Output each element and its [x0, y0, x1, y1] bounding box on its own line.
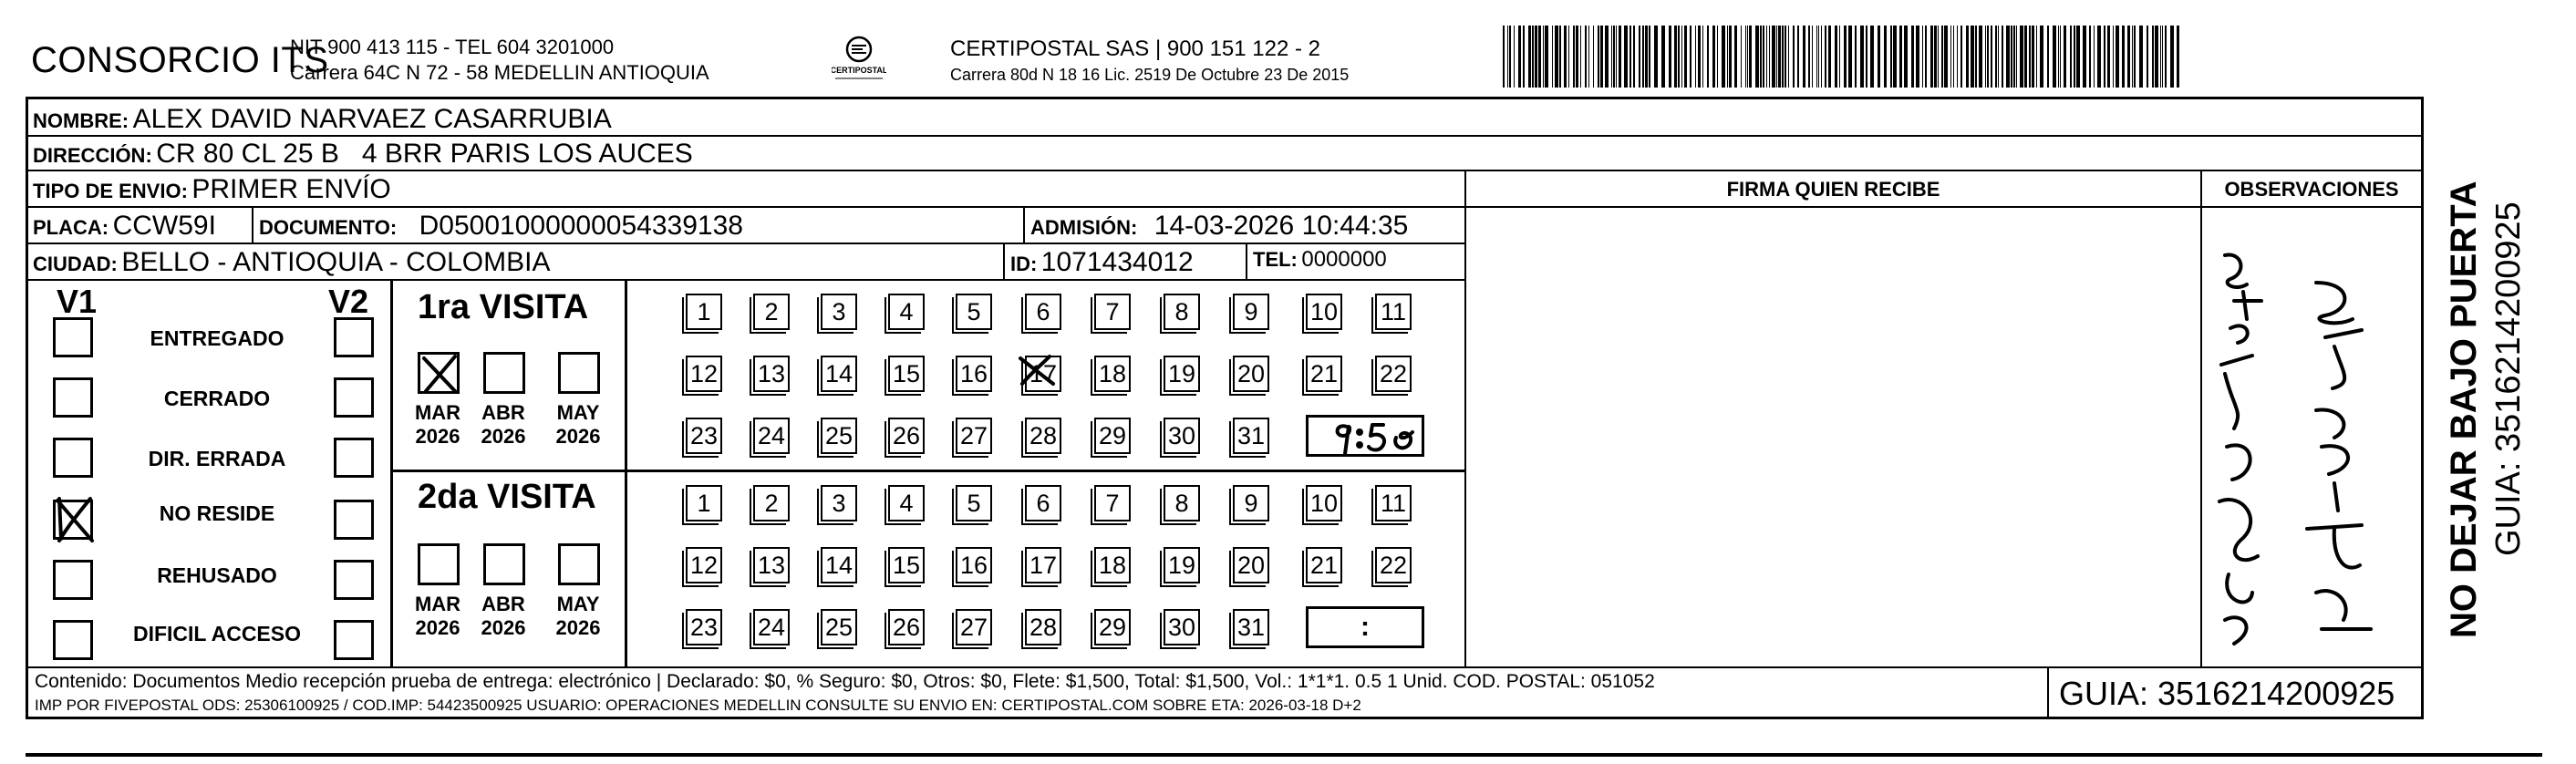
barcode-bar: [2097, 26, 2101, 88]
barcode-bar: [1893, 26, 1897, 88]
calendar-day[interactable]: 1: [686, 485, 722, 521]
calendar-day[interactable]: 26: [888, 418, 925, 454]
logo-text: CERTIPOSTAL: [832, 66, 886, 75]
barcode-bar: [1782, 26, 1784, 88]
barcode-bar: [1600, 26, 1603, 88]
barcode-bar: [1518, 26, 1521, 88]
barcode-bar: [2032, 26, 2034, 88]
barcode-bar: [1953, 26, 1954, 88]
calendar-day[interactable]: 15: [888, 356, 925, 392]
barcode-bar: [2104, 26, 2105, 88]
firma-header: FIRMA QUIEN RECIBE: [1726, 178, 1940, 201]
ciudad-value: BELLO - ANTIOQUIA - COLOMBIA: [121, 247, 551, 277]
calendar-day[interactable]: 29: [1094, 609, 1131, 645]
status-v2-checkbox[interactable]: [334, 500, 374, 540]
barcode-bar: [1613, 26, 1615, 88]
calendar-day[interactable]: 19: [1164, 356, 1200, 392]
barcode-bar: [1855, 26, 1857, 88]
company-address: Carrera 64C N 72 - 58 MEDELLIN ANTIOQUIA: [290, 61, 709, 84]
barcode-bar: [1532, 26, 1534, 88]
status-v2-checkbox[interactable]: [334, 620, 374, 660]
calendar-day[interactable]: 14: [821, 356, 857, 392]
month-label: ABR 2026: [481, 593, 526, 639]
calendar-day[interactable]: 31: [1233, 609, 1269, 645]
barcode-bar: [1593, 26, 1594, 88]
barcode-bar: [1966, 26, 1969, 88]
id-value: 1071434012: [1040, 247, 1194, 277]
barcode-bar: [1971, 26, 1974, 88]
status-v1-checkbox[interactable]: [53, 620, 93, 660]
calendar-day[interactable]: 22: [1375, 356, 1412, 392]
status-label: NO RESIDE: [159, 501, 275, 525]
barcode-bar: [1844, 26, 1847, 88]
calendar-day[interactable]: 23: [686, 609, 722, 645]
barcode-bar: [2122, 26, 2125, 88]
barcode-bar: [1766, 26, 1767, 88]
calendar-day[interactable]: 4: [888, 294, 925, 330]
barcode: [1503, 26, 2187, 88]
calendar-day[interactable]: 26: [888, 609, 925, 645]
calendar-day[interactable]: 23: [686, 418, 722, 454]
barcode-bar: [2070, 26, 2072, 88]
barcode-bar: [1821, 26, 1822, 88]
calendar-day[interactable]: 7: [1094, 294, 1131, 330]
footer-guia: GUIA: 3516214200925: [2059, 675, 2395, 712]
calendar-day[interactable]: 9: [1233, 294, 1269, 330]
calendar-day[interactable]: 8: [1164, 485, 1200, 521]
barcode-bar: [1818, 26, 1819, 88]
calendar-day[interactable]: 11: [1375, 485, 1412, 521]
calendar-day[interactable]: 1: [686, 294, 722, 330]
ciudad-label: CIUDAD:: [33, 253, 118, 275]
barcode-bar: [2152, 26, 2154, 88]
visit1-title: 1ra VISITA: [418, 288, 589, 326]
barcode-bar: [2020, 26, 2023, 88]
barcode-bar: [1985, 26, 1986, 88]
status-v2-checkbox[interactable]: [334, 317, 374, 357]
no-dejar-warning: NO DEJAR BAJO PUERTA: [2444, 181, 2484, 638]
status-v1-checkbox[interactable]: [53, 500, 93, 540]
barcode-bar: [2006, 26, 2010, 88]
calendar-day[interactable]: 2: [753, 294, 790, 330]
visit1-time-handwriting: [1309, 418, 1427, 459]
calendar-day[interactable]: 3: [821, 294, 857, 330]
barcode-bar: [2162, 26, 2163, 88]
barcode-bar: [2094, 26, 2095, 88]
barcode-bar: [2002, 26, 2003, 88]
barcode-bar: [2040, 26, 2043, 88]
month-label: MAR 2026: [414, 593, 461, 639]
barcode-bar: [1535, 26, 1537, 88]
barcode-bar: [1835, 26, 1837, 88]
barcode-bar: [1729, 26, 1732, 88]
calendar-day[interactable]: 16: [956, 356, 992, 392]
calendar-day[interactable]: 20: [1233, 547, 1269, 583]
barcode-bar: [2058, 26, 2059, 88]
barcode-bar: [1545, 26, 1548, 88]
barcode-bar: [1785, 26, 1786, 88]
barcode-bar: [2036, 26, 2037, 88]
barcode-bar: [1899, 26, 1902, 88]
placa-label: PLACA:: [33, 216, 109, 239]
barcode-bar: [1797, 26, 1799, 88]
barcode-bar: [2134, 26, 2136, 88]
status-label: REHUSADO: [157, 563, 277, 587]
calendar-day[interactable]: 11: [1375, 294, 1412, 330]
barcode-bar: [1890, 26, 1892, 88]
barcode-bar: [1778, 26, 1781, 88]
barcode-bar: [1808, 26, 1810, 88]
calendar-day[interactable]: 14: [821, 547, 857, 583]
v2-header: V2: [328, 283, 369, 320]
calendar-day[interactable]: 9: [1233, 485, 1269, 521]
barcode-bar: [1987, 26, 1989, 88]
barcode-bar: [1747, 26, 1748, 88]
calendar-day[interactable]: 24: [753, 418, 790, 454]
tipo-envio-label: TIPO DE ENVIO:: [33, 180, 188, 202]
barcode-bar: [1930, 26, 1933, 88]
barcode-bar: [1755, 26, 1759, 88]
barcode-bar: [2076, 26, 2080, 88]
barcode-bar: [1661, 26, 1665, 88]
status-label: ENTREGADO: [150, 326, 284, 350]
v1-header: V1: [57, 283, 98, 320]
calendar-day[interactable]: 13: [753, 356, 790, 392]
barcode-bar: [1568, 26, 1569, 88]
calendar-day[interactable]: 29: [1094, 418, 1131, 454]
calendar-day[interactable]: 5: [956, 485, 992, 521]
calendar-day[interactable]: 25: [821, 418, 857, 454]
barcode-bar: [1717, 26, 1718, 88]
barcode-bar: [2170, 26, 2174, 88]
barcode-bar: [2053, 26, 2056, 88]
barcode-bar: [2116, 26, 2119, 88]
barcode-bar: [1642, 26, 1644, 88]
id-label: ID:: [1010, 253, 1038, 275]
calendar-day[interactable]: 17: [1025, 356, 1061, 392]
barcode-bar: [1727, 26, 1728, 88]
barcode-bar: [2165, 26, 2167, 88]
calendar-day[interactable]: 21: [1306, 356, 1342, 392]
barcode-bar: [1503, 26, 1505, 88]
barcode-bar: [1528, 26, 1531, 88]
calendar-day[interactable]: 27: [956, 609, 992, 645]
documento-value: D05001000000054339138: [419, 211, 743, 241]
barcode-bar: [1911, 26, 1914, 88]
calendar-day[interactable]: 21: [1306, 547, 1342, 583]
day-mark-icon: [1017, 353, 1057, 389]
visit2-time-box[interactable]: :: [1306, 606, 1424, 648]
barcode-bar: [1957, 26, 1958, 88]
barcode-bar: [2060, 26, 2061, 88]
month-checkbox[interactable]: [483, 352, 525, 394]
status-v2-checkbox[interactable]: [334, 377, 374, 418]
calendar-day[interactable]: 31: [1233, 418, 1269, 454]
calendar-day[interactable]: 2: [753, 485, 790, 521]
direccion-value: CR 80 CL 25 B 4 BRR PARIS LOS AUCES: [156, 139, 693, 169]
barcode-bar: [1559, 26, 1561, 88]
barcode-bar: [1763, 26, 1764, 88]
barcode-bar: [1788, 26, 1789, 88]
barcode-bar: [1619, 26, 1621, 88]
barcode-bar: [1707, 26, 1709, 88]
month-checkbox[interactable]: [418, 543, 460, 585]
barcode-bar: [1816, 26, 1817, 88]
visit2-title: 2da VISITA: [418, 478, 596, 516]
certipostal-logo: [832, 33, 886, 84]
barcode-bar: [2113, 26, 2114, 88]
barcode-bar: [1629, 26, 1631, 88]
placa-value: CCW59I: [112, 211, 216, 241]
barcode-bar: [1588, 26, 1589, 88]
tel-value: 0000000: [1301, 247, 1387, 272]
calendar-day[interactable]: 5: [956, 294, 992, 330]
company-name: CONSORCIO ITS: [31, 40, 329, 80]
calendar-day[interactable]: 28: [1025, 609, 1061, 645]
barcode-bar: [1555, 26, 1558, 88]
calendar-day[interactable]: 20: [1233, 356, 1269, 392]
direccion-label: DIRECCIÓN:: [33, 144, 152, 167]
tel-label: TEL:: [1253, 248, 1298, 271]
barcode-bar: [2074, 26, 2075, 88]
calendar-day[interactable]: 18: [1094, 547, 1131, 583]
barcode-bar: [1564, 26, 1567, 88]
barcode-bar: [1669, 26, 1671, 88]
barcode-bar: [1991, 26, 1992, 88]
barcode-bar: [1645, 26, 1648, 88]
barcode-bar: [1769, 26, 1770, 88]
barcode-bar: [1674, 26, 1677, 88]
check-mark-icon: [52, 495, 99, 546]
barcode-bar: [1654, 26, 1658, 88]
calendar-day[interactable]: 13: [753, 547, 790, 583]
barcode-bar: [1884, 26, 1887, 88]
barcode-bar: [1507, 26, 1508, 88]
status-label: DIFICIL ACCESO: [132, 622, 301, 645]
side-guia: GUIA: 3516214200925: [2489, 201, 2528, 556]
courier-address: Carrera 80d N 18 16 Lic. 2519 De Octubre 23 De 2015: [950, 66, 1350, 84]
calendar-day[interactable]: 30: [1164, 418, 1200, 454]
calendar-day[interactable]: 10: [1306, 485, 1342, 521]
month-label: MAR 2026: [414, 401, 461, 448]
barcode-bar: [1543, 26, 1544, 88]
calendar-day[interactable]: 25: [821, 609, 857, 645]
status-label: DIR. ERRADA: [148, 447, 286, 470]
barcode-bar: [2127, 26, 2130, 88]
barcode-bar: [1860, 26, 1864, 88]
calendar-day[interactable]: 8: [1164, 294, 1200, 330]
barcode-bar: [1514, 26, 1515, 88]
status-v1-checkbox[interactable]: [53, 377, 93, 418]
barcode-bar: [1776, 26, 1777, 88]
barcode-bar: [2089, 26, 2091, 88]
barcode-bar: [1633, 26, 1635, 88]
calendar-day[interactable]: 16: [956, 547, 992, 583]
barcode-bar: [1611, 26, 1612, 88]
month-label: MAY 2026: [555, 593, 601, 639]
calendar-day[interactable]: 27: [956, 418, 992, 454]
status-v1-checkbox[interactable]: [53, 560, 93, 600]
observaciones-handwriting: [2207, 228, 2416, 656]
month-label: ABR 2026: [481, 401, 526, 448]
barcode-bar: [1925, 26, 1927, 88]
barcode-bar: [1639, 26, 1640, 88]
barcode-bar: [1995, 26, 1997, 88]
barcode-bar: [1904, 26, 1908, 88]
barcode-bar: [1741, 26, 1742, 88]
barcode-bar: [1825, 26, 1826, 88]
barcode-bar: [2139, 26, 2143, 88]
check-mark-icon: [419, 351, 462, 397]
calendar-day[interactable]: 30: [1164, 609, 1200, 645]
barcode-bar: [1760, 26, 1762, 88]
barcode-bar: [1934, 26, 1937, 88]
barcode-bar: [1712, 26, 1715, 88]
calendar-day[interactable]: 6: [1025, 294, 1061, 330]
barcode-bar: [1678, 26, 1680, 88]
barcode-bar: [1812, 26, 1813, 88]
barcode-bar: [1573, 26, 1575, 88]
barcode-bar: [1509, 26, 1511, 88]
barcode-bar: [1624, 26, 1628, 88]
calendar-day[interactable]: 17: [1025, 547, 1061, 583]
calendar-day[interactable]: 19: [1164, 547, 1200, 583]
barcode-bar: [2016, 26, 2017, 88]
barcode-bar: [1866, 26, 1867, 88]
barcode-bar: [2177, 26, 2179, 88]
barcode-bar: [2029, 26, 2031, 88]
month-checkbox[interactable]: [558, 352, 600, 394]
barcode-bar: [2047, 26, 2049, 88]
barcode-bar: [2064, 26, 2066, 88]
barcode-bar: [2083, 26, 2086, 88]
barcode-bar: [2155, 26, 2158, 88]
calendar-day[interactable]: 22: [1375, 547, 1412, 583]
barcode-bar: [1998, 26, 1999, 88]
barcode-bar: [1828, 26, 1831, 88]
calendar-day[interactable]: 24: [753, 609, 790, 645]
barcode-bar: [1598, 26, 1599, 88]
calendar-day[interactable]: 12: [686, 356, 722, 392]
barcode-bar: [1979, 26, 1982, 88]
courier-name: CERTIPOSTAL SAS | 900 151 122 - 2: [950, 36, 1320, 61]
barcode-bar: [1960, 26, 1962, 88]
tipo-envio-value: PRIMER ENVÍO: [191, 174, 391, 204]
barcode-bar: [1916, 26, 1919, 88]
status-v2-checkbox[interactable]: [334, 560, 374, 600]
barcode-bar: [1722, 26, 1725, 88]
footer-contenido: Contenido: Documentos Medio recepción prueba de entrega: electrónico | Declarado: $0, % Seguro: $0, Otros: $0, Flete: $1,500, Total: $1,500, Vol.: 1*1*1. 0.5 1 Unid. COD. POSTAL: 051052: [35, 671, 1655, 692]
barcode-bar: [1538, 26, 1541, 88]
barcode-bar: [1698, 26, 1701, 88]
barcode-bar: [1702, 26, 1703, 88]
calendar-day[interactable]: 28: [1025, 418, 1061, 454]
barcode-bar: [1523, 26, 1525, 88]
admision-label: ADMISIÓN:: [1030, 216, 1138, 239]
barcode-bar: [2132, 26, 2133, 88]
barcode-bar: [1552, 26, 1553, 88]
barcode-bar: [1839, 26, 1840, 88]
calendar-day[interactable]: 6: [1025, 485, 1061, 521]
month-checkbox[interactable]: [418, 352, 460, 394]
barcode-bar: [1690, 26, 1691, 88]
status-v1-checkbox[interactable]: [53, 438, 93, 478]
calendar-day[interactable]: 7: [1094, 485, 1131, 521]
barcode-bar: [1695, 26, 1696, 88]
calendar-day[interactable]: 15: [888, 547, 925, 583]
barcode-bar: [1803, 26, 1805, 88]
barcode-bar: [2013, 26, 2015, 88]
barcode-bar: [2024, 26, 2027, 88]
barcode-bar: [1944, 26, 1948, 88]
barcode-bar: [1585, 26, 1587, 88]
barcode-bar: [1749, 26, 1752, 88]
status-v2-checkbox[interactable]: [334, 438, 374, 478]
visit1-time-box[interactable]: [1306, 415, 1424, 457]
barcode-bar: [1576, 26, 1578, 88]
barcode-bar: [1616, 26, 1617, 88]
month-label: MAY 2026: [555, 401, 601, 448]
observaciones-header: OBSERVACIONES: [2224, 178, 2399, 201]
documento-label: DOCUMENTO:: [259, 216, 398, 239]
barcode-bar: [1684, 26, 1687, 88]
barcode-bar: [1649, 26, 1650, 88]
barcode-bar: [2160, 26, 2161, 88]
status-label: CERRADO: [163, 387, 271, 410]
barcode-bar: [1938, 26, 1939, 88]
nombre-value: ALEX DAVID NARVAEZ CASARRUBIA: [132, 104, 612, 134]
calendar-day[interactable]: 3: [821, 485, 857, 521]
calendar-day[interactable]: 18: [1094, 356, 1131, 392]
barcode-bar: [2011, 26, 2012, 88]
barcode-bar: [1870, 26, 1874, 88]
calendar-day[interactable]: 4: [888, 485, 925, 521]
barcode-bar: [1772, 26, 1775, 88]
barcode-bar: [1793, 26, 1795, 88]
barcode-bar: [1745, 26, 1746, 88]
barcode-bar: [1922, 26, 1923, 88]
barcode-bar: [1580, 26, 1581, 88]
barcode-bar: [1605, 26, 1609, 88]
barcode-bar: [1681, 26, 1682, 88]
calendar-day[interactable]: 12: [686, 547, 722, 583]
admision-value: 14-03-2026 10:44:35: [1154, 211, 1409, 241]
month-checkbox[interactable]: [483, 543, 525, 585]
footer-imp: IMP POR FIVEPOSTAL ODS: 25306100925 / COD.IMP: 54423500925 USUARIO: OPERACIONES MEDELLIN CONSULTE SU ENVIO EN: CERTIPOSTAL.COM SOBRE ETA: 2026-03-18 D+2: [35, 697, 1361, 714]
company-nit: NIT 900 413 115 - TEL 604 3201000: [290, 36, 615, 58]
status-v1-checkbox[interactable]: [53, 317, 93, 357]
barcode-bar: [2147, 26, 2148, 88]
barcode-bar: [1878, 26, 1880, 88]
barcode-bar: [2107, 26, 2110, 88]
barcode-bar: [1941, 26, 1943, 88]
month-checkbox[interactable]: [558, 543, 600, 585]
calendar-day[interactable]: 10: [1306, 294, 1342, 330]
barcode-bar: [1950, 26, 1951, 88]
barcode-bar: [1975, 26, 1977, 88]
barcode-bar: [1734, 26, 1737, 88]
nombre-label: NOMBRE:: [33, 109, 129, 132]
barcode-bar: [1848, 26, 1852, 88]
